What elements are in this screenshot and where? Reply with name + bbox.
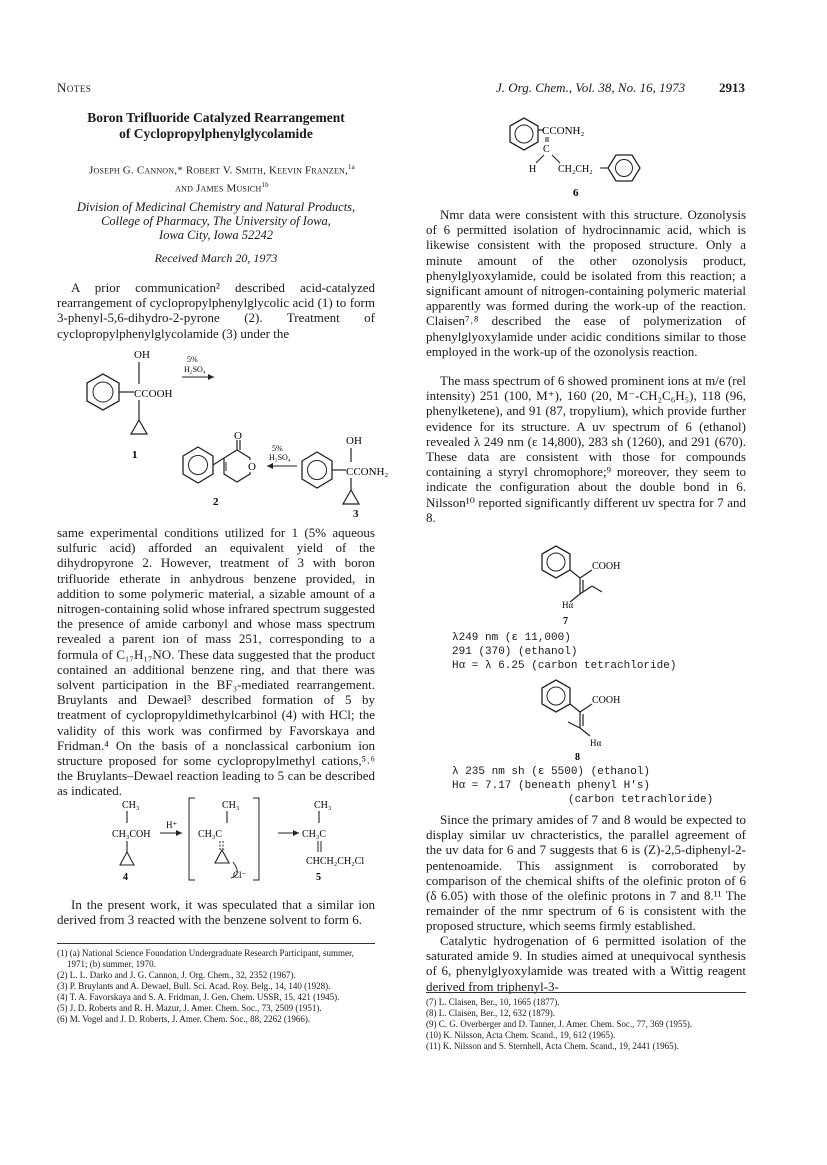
- ion-ch3: CH₃: [222, 800, 240, 811]
- affiliation: [57, 200, 375, 242]
- affiliation-line-1: Division of Medicinal Chemistry and Natural Products,: [76, 200, 356, 214]
- s3-oh: OH: [346, 435, 362, 447]
- s5-ch3: CH₃: [314, 800, 332, 811]
- structure-2: [183, 430, 256, 508]
- s3-reagent-bottom: H₂SO₄: [269, 453, 291, 462]
- footnote-4: (4) T. A. Favorskaya and S. A. Fridman, J. Gen. Chem. USSR, 15, 421 (1945).: [57, 992, 340, 1002]
- structure-5: [302, 800, 364, 883]
- s5-ch3c: CH₃C: [302, 829, 327, 840]
- s7-label: 7: [563, 616, 568, 627]
- structure-1: [87, 349, 214, 461]
- footnote-11: (11) K. Nilsson and S. Sternhell, Acta Chem. Scand., 19, 2441 (1965).: [426, 1041, 679, 1051]
- s5-label: 5: [316, 872, 321, 883]
- s4-ch3coh: CH₃COH: [112, 829, 151, 840]
- s8-h: Hα: [590, 738, 602, 748]
- right-paragraph-4: Catalytic hydrogenation of 6 permitted isolation of the saturated amide 9. In studies aimed at unequivocal synthesis of 6, phenylglyoxylamide was treated with a Wittig reagent derived from triphenyl-3-: [426, 933, 746, 994]
- ion-cl: Cl⁻: [233, 870, 247, 880]
- arrow-h-plus: [160, 820, 182, 836]
- s4-hplus: H⁺: [166, 820, 178, 830]
- title-line-2: of Cyclopropylphenylglycolamide: [119, 126, 313, 141]
- s7-cooh: COOH: [592, 561, 621, 572]
- structure-6: [500, 106, 680, 202]
- data-block-8: [452, 765, 752, 807]
- data7-line-1: λ249 nm (ε 11,000): [452, 632, 571, 644]
- s8-label: 8: [575, 752, 580, 763]
- section-label: Notes: [57, 80, 92, 95]
- s7-h: Hα: [562, 600, 574, 610]
- scheme-1-2-3: [57, 340, 389, 515]
- s1-label: 1: [132, 449, 138, 461]
- footnote-2: (2) L. L. Darko and J. G. Cannon, J. Org. Chem., 32, 2352 (1967).: [57, 970, 296, 980]
- affiliation-line-2: College of Pharmacy, The University of Iowa,: [101, 214, 331, 228]
- s6-label: 6: [573, 187, 579, 199]
- title-line-1: Boron Trifluoride Catalyzed Rearrangement: [87, 110, 345, 125]
- received-date: Received March 20, 1973: [154, 251, 278, 265]
- s2-ring-o: O: [248, 461, 256, 473]
- s8-cooh: COOH: [592, 695, 621, 706]
- s1-oh: OH: [134, 349, 150, 361]
- footnote-7: (7) L. Claisen, Ber., 10, 1665 (1877).: [426, 997, 560, 1007]
- s1-reagent-top: 5%: [187, 355, 198, 364]
- s6-h: H: [529, 164, 537, 175]
- s4-label: 4: [123, 872, 128, 883]
- article-title: [57, 110, 375, 142]
- footnote-rule-right: [426, 992, 746, 993]
- s2-label: 2: [213, 496, 219, 508]
- arrow-to-5: [278, 830, 299, 836]
- left-paragraph-1: A prior communication² described acid-catalyzed rearrangement of cyclopropylphenylglycolic acid (1) to form 3-phenyl-5,6-dihydro-2-pyrone (2). Treatment of cyclopropylphenylglycolamide (3) under the: [57, 280, 375, 341]
- intermediate-ion: [189, 798, 259, 880]
- s3-reagent-top: 5%: [272, 444, 283, 453]
- left-paragraph-2: same experimental conditions utilized for 1 (5% aqueous sulfuric acid) afforded an equivalent yield of the dihydropyrone 2. However, treatment of 3 with boron trifluoride etherate in anhydrous benzene provided, in addition to some polymeric material, a sizable amount of a nitrogen-containing solid whose infrared spectrum suggested the presence of amide carbonyl and whose mass spectrum revealed a parent ion of mass 251, corresponding to a formula of C₁₇H₁₇NO. These data suggested that the product contained an additional benzene ring, and that there was solvent participation in the BF₃-mediated rearrangement. Bruylants and Dewael³ described formation of 5 by treatment of cyclopropyldimethylcarbinol (4) with HCl; the validity of this work was confirmed by Favorskaya and Fridman.⁴ On the basis of a nonclassical carbonium ion structure proposed for some cyclopropylmethyl cations,⁵˒⁶ the Bruylants–Dewael reaction leading to 5 can be described as indicated.: [57, 525, 375, 799]
- footnote-10: (10) K. Nilsson, Acta Chem. Scand., 19, 612 (1965).: [426, 1030, 616, 1040]
- left-paragraph-3: In the present work, it was speculated that a similar ion derived from 3 reacted with the benzene solvent to form 6.: [57, 897, 375, 928]
- footnote-5: (5) J. D. Roberts and R. H. Mazur, J. Amer. Chem. Soc., 73, 2509 (1951).: [57, 1003, 322, 1013]
- authors-sup-2: 1b: [261, 180, 269, 189]
- authors: [57, 160, 387, 195]
- page-number: 2913: [719, 80, 745, 95]
- reaction-arrow-2: [267, 444, 297, 469]
- s2-carbonyl-o: O: [234, 430, 242, 442]
- structure-7: [530, 542, 670, 632]
- s6-ch2ch2: CH₂CH₂: [558, 164, 593, 175]
- footnote-rule-left: [57, 943, 375, 944]
- s1-cooh: CCOOH: [134, 388, 173, 400]
- journal-citation: J. Org. Chem., Vol. 38, No. 16, 1973: [496, 80, 686, 95]
- footnotes-left: [57, 948, 375, 1025]
- right-paragraph-3: Since the primary amides of 7 and 8 would be expected to display similar uv chracteristics, the parallel agreement of the uv data for 6 and 7 suggests that 6 is (Z)-2,5-diphenyl-2-pentenoamide. This assignment is corroborated by comparison of the chemical shifts of the olefinic proton of 6 (δ 6.05) with those of the olefinic protons in 7 and 8.¹¹ The remainder of the nmr spectrum of 6 is consistent with the proposed structure, which seems firmly established.: [426, 812, 746, 934]
- authors-line-1: Joseph G. Cannon,* Robert V. Smith, Keevin Franzen,$^{1a}$: [89, 163, 355, 177]
- data8-line-1: λ 235 nm sh (ε 5500) (ethanol): [452, 766, 651, 778]
- footnote-6: (6) M. Vogel and J. D. Roberts, J. Amer. Chem. Soc., 88, 2262 (1966).: [57, 1014, 311, 1024]
- s1-reagent-bottom: H₂SO₄: [184, 365, 206, 374]
- footnotes-right: [426, 997, 746, 1052]
- footnote-3: (3) P. Bruylants and A. Dewael, Bull. Sci. Acad. Roy. Belg., 14, 140 (1928).: [57, 981, 331, 991]
- structure-4: [112, 800, 151, 883]
- structure-8: [530, 676, 670, 766]
- authors-line-2: and James Musich$^{1b}$: [175, 180, 269, 195]
- data7-line-2: 291 (370) (ethanol): [452, 646, 578, 658]
- data8-line-3: (carbon tetrachloride): [568, 794, 714, 806]
- right-paragraph-2: The mass spectrum of 6 showed prominent ions at m/e (rel intensity) 251 (100, M⁺), 160 (20, M⁻-CH₂C₆H₅), 118 (96, phenylketene), and 91 (87, tropylium), which provide further evidence for its structure. A uv spectrum of 6 (ethanol) revealed λ 249 nm (ε 14,800), 283 sh (1260), and 291 (670). These data are consistent with those for compounds containing a styryl chromophore;⁹ moreover, they seem to indicate the configuration about the double bond in 6. Nilsson¹⁰ reported significantly different uv spectra for 7 and 8.: [426, 373, 746, 525]
- ion-ch3c: CH₃C: [198, 829, 223, 840]
- s3-conh2: CCONH₂: [346, 466, 389, 478]
- data-block-7: [452, 631, 752, 673]
- structure-3: [302, 435, 389, 504]
- s5-chain: CHCH₂CH₂Cl: [306, 856, 365, 867]
- footnote-1: (1) (a) National Science Foundation Undergraduate Research Participant, summer, 1971; (b) summer, 1970.: [57, 948, 354, 969]
- data7-line-3: Hα = λ 6.25 (carbon tetrachloride): [452, 660, 677, 672]
- affiliation-line-3: Iowa City, Iowa 52242: [159, 228, 273, 242]
- s4-ch3: CH₃: [122, 800, 140, 811]
- authors-sup-1: 1a: [347, 163, 355, 171]
- s6-c: C: [543, 144, 550, 155]
- s6-conh2: CCONH₂: [542, 125, 585, 137]
- s3-label: 3: [353, 508, 359, 520]
- scheme-4-5: [57, 792, 377, 892]
- right-paragraph-1: Nmr data were consistent with this structure. Ozonolysis of 6 permitted isolation of hydrocinnamic acid, which is likewise consistent with the proposed structure. Only a minute amount of the other ozonolysis product, phenylglyoxylamide, could be isolated from this reaction; a significant amount of nitrogen-containing polymeric material apparently was formed during the work-up of the reaction. Claisen⁷˒⁸ described the ease of polymerization of phenylglyoxylamide under acidic conditions similar to those employed in the work-up of the ozonolysis reaction.: [426, 207, 746, 359]
- data8-line-2: Hα = 7.17 (beneath phenyl H's): [452, 780, 651, 792]
- footnote-8: (8) L. Claisen, Ber., 12, 632 (1879).: [426, 1008, 555, 1018]
- footnote-9: (9) C. G. Overberger and D. Tanner, J. Amer. Chem. Soc., 77, 369 (1955).: [426, 1019, 693, 1029]
